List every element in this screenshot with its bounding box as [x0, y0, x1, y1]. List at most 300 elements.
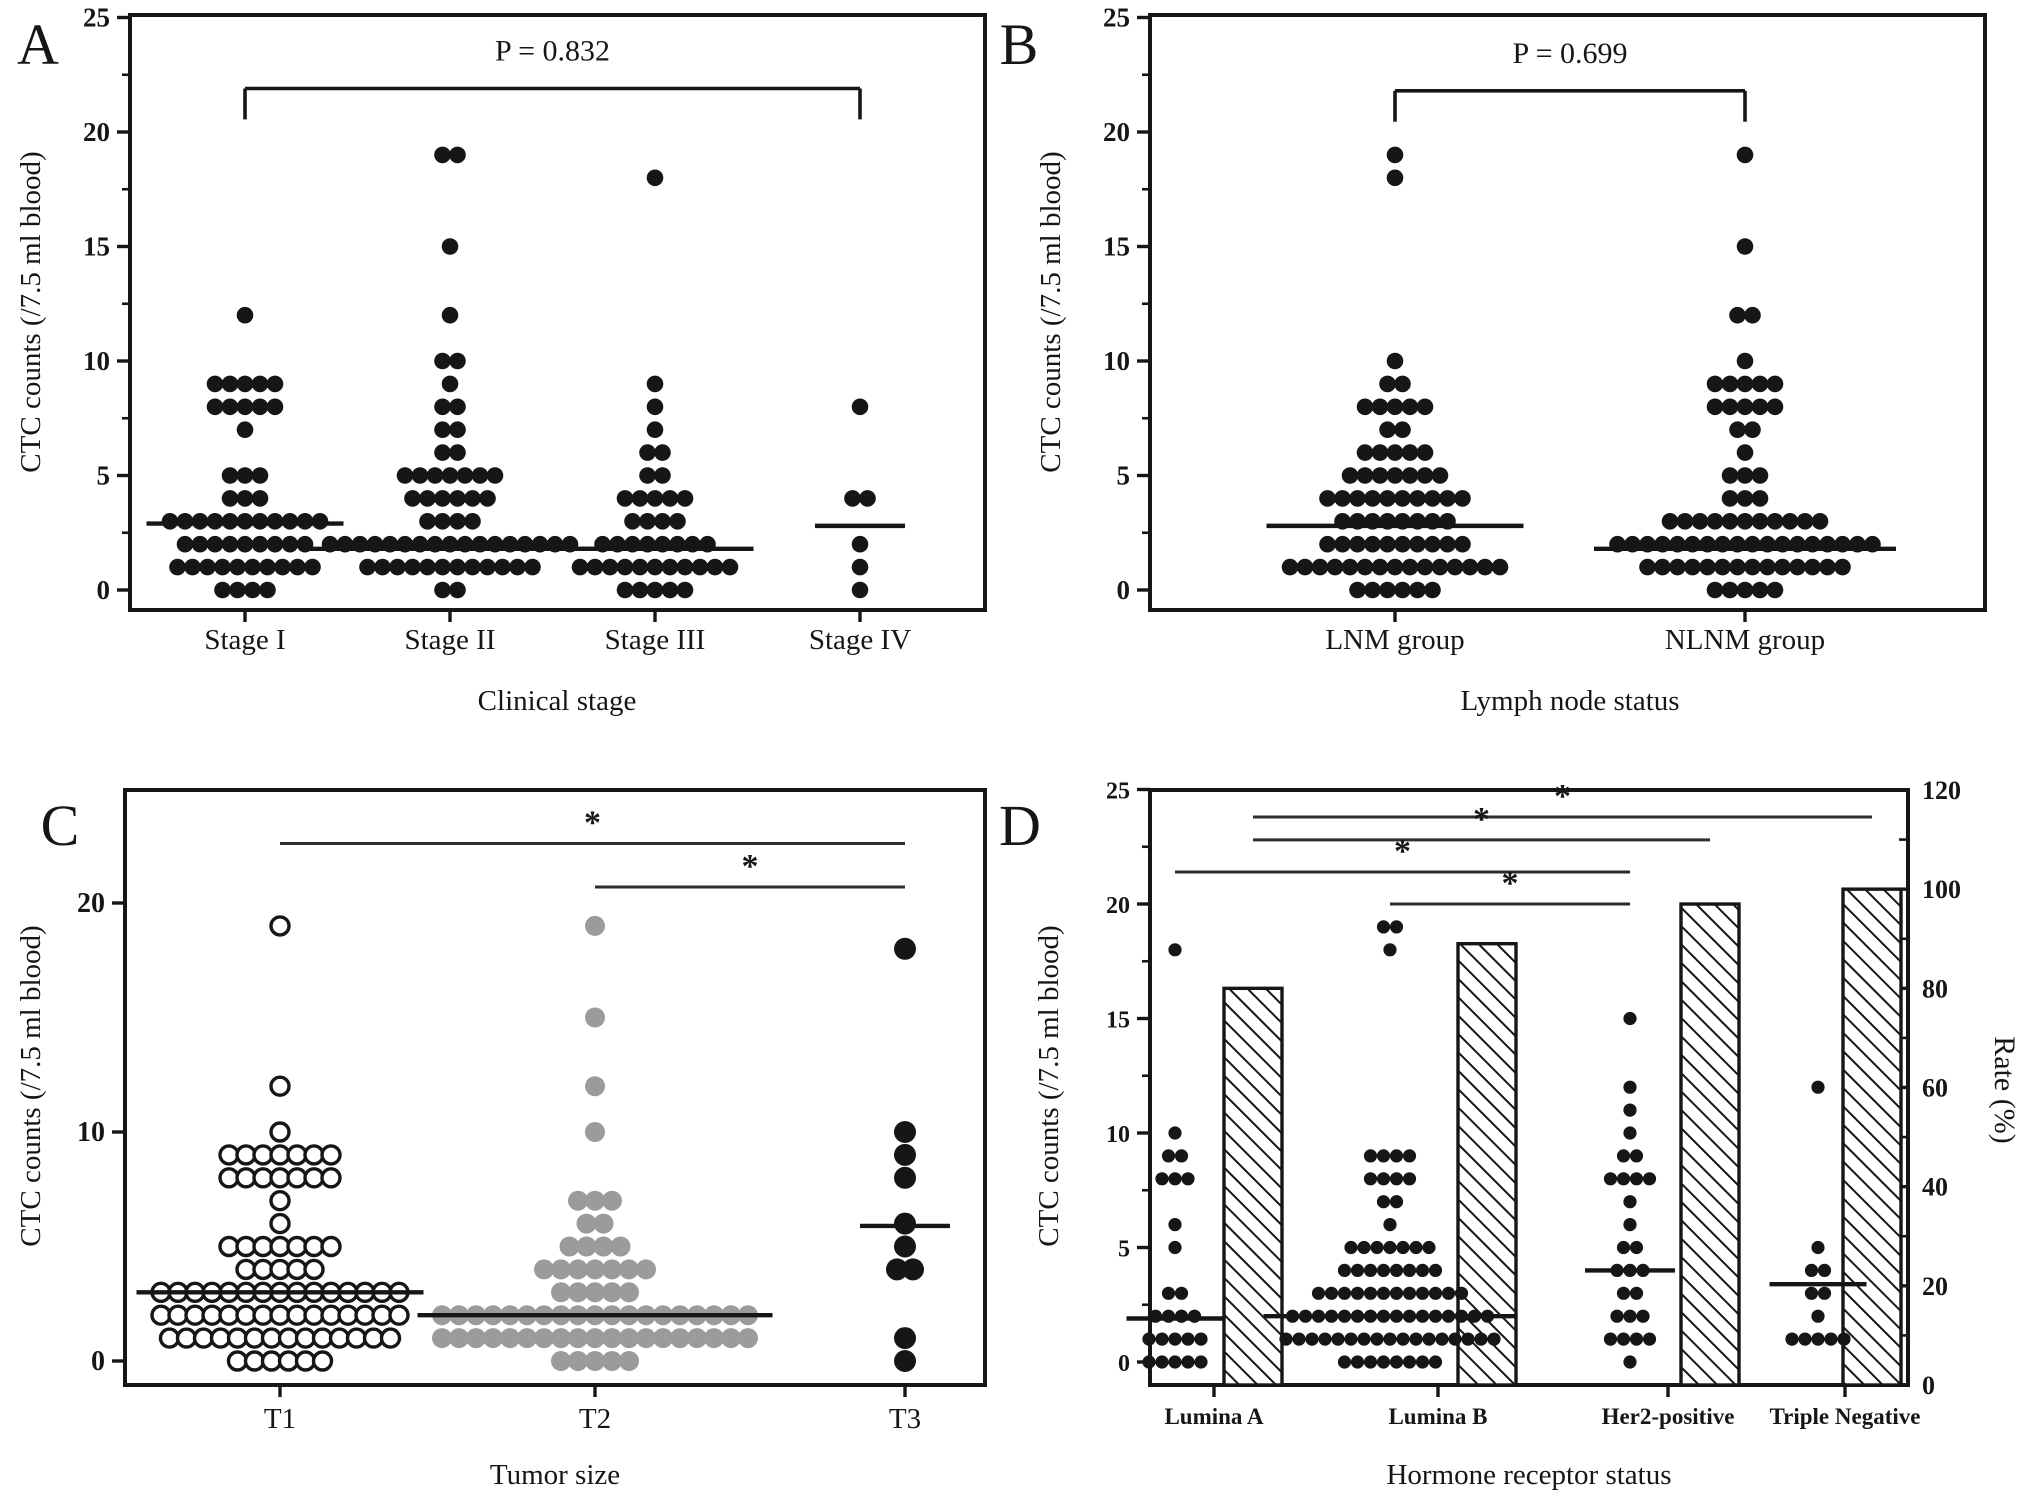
data-point: [1402, 444, 1419, 461]
data-point: [1744, 559, 1761, 576]
data-point: [1714, 559, 1731, 576]
data-point: [1447, 559, 1464, 576]
data-point: [267, 376, 284, 393]
data-point: [1752, 582, 1769, 599]
panel-letter: B: [999, 12, 1039, 77]
data-point: [434, 513, 451, 530]
data-point: [1175, 1149, 1188, 1162]
data-point: [274, 559, 291, 576]
data-point: [619, 1351, 639, 1371]
data-point: [305, 1306, 323, 1324]
data-point: [647, 170, 664, 187]
data-point: [1416, 1355, 1429, 1368]
data-point: [1630, 1241, 1643, 1254]
data-point: [442, 467, 459, 484]
data-point: [1707, 399, 1724, 416]
data-point: [1402, 399, 1419, 416]
data-point: [894, 1144, 916, 1166]
data-point: [1477, 559, 1494, 576]
data-point: [585, 1076, 605, 1096]
data-point: [1623, 1218, 1636, 1231]
data-point: [738, 1328, 758, 1348]
data-point: [1331, 1333, 1344, 1346]
data-point: [207, 536, 224, 553]
data-point: [894, 1236, 916, 1258]
data-point: [177, 513, 194, 530]
data-point: [844, 490, 861, 507]
data-point: [1162, 1310, 1175, 1323]
data-point: [585, 1008, 605, 1028]
data-point: [1429, 1287, 1442, 1300]
data-point: [305, 1238, 323, 1256]
x-axis-group-label: Lumina B: [1388, 1404, 1488, 1429]
x-axis-group-label: T2: [578, 1403, 612, 1435]
data-point: [894, 938, 916, 960]
data-point: [1752, 467, 1769, 484]
x-axis-group-label: Lumina A: [1164, 1404, 1264, 1429]
data-point: [246, 1329, 264, 1347]
data-point: [1684, 559, 1701, 576]
data-point: [1737, 147, 1754, 164]
data-point: [1722, 467, 1739, 484]
data-point: [442, 238, 459, 255]
data-point: [1424, 536, 1441, 553]
data-point: [288, 1260, 306, 1278]
data-point: [162, 513, 179, 530]
data-point: [464, 559, 481, 576]
data-point: [252, 399, 269, 416]
data-point: [1387, 147, 1404, 164]
data-point: [1319, 536, 1336, 553]
data-point: [479, 490, 496, 507]
y-axis-title: CTC counts (/7.5 ml blood): [15, 925, 47, 1247]
data-point: [271, 1077, 289, 1095]
data-point: [1610, 1310, 1623, 1323]
y-axis-tick-label: 25: [1106, 778, 1130, 805]
data-point: [373, 1306, 391, 1324]
data-point: [1797, 513, 1814, 530]
data-point: [1630, 1287, 1643, 1300]
data-point: [1662, 513, 1679, 530]
data-point: [397, 467, 414, 484]
data-point: [1818, 1264, 1831, 1277]
data-point: [434, 353, 451, 370]
data-point: [1383, 1218, 1396, 1231]
data-point: [1390, 1149, 1403, 1162]
data-point: [271, 1123, 289, 1141]
x-axis-title: Clinical stage: [477, 685, 637, 717]
data-point: [1403, 1172, 1416, 1185]
data-point: [464, 490, 481, 507]
data-point: [263, 1329, 281, 1347]
data-point: [487, 467, 504, 484]
data-point: [1759, 559, 1776, 576]
data-point: [1811, 1241, 1824, 1254]
data-point: [1804, 559, 1821, 576]
data-point: [1429, 1264, 1442, 1277]
data-point: [1181, 1172, 1194, 1185]
data-point: [1767, 513, 1784, 530]
data-point: [1351, 1355, 1364, 1368]
significance-star: *: [1554, 777, 1571, 815]
data-point: [271, 1260, 289, 1278]
data-point: [1390, 1264, 1403, 1277]
data-point: [254, 1260, 272, 1278]
y-axis-title: CTC counts (/7.5 ml blood): [1033, 925, 1065, 1247]
data-point: [587, 559, 604, 576]
data-point: [1837, 1333, 1850, 1346]
data-point: [1429, 1355, 1442, 1368]
data-point: [1805, 1264, 1818, 1277]
data-point: [356, 1306, 374, 1324]
data-point: [271, 1238, 289, 1256]
data-point: [1409, 536, 1426, 553]
data-point: [252, 490, 269, 507]
data-point: [322, 1169, 340, 1187]
data-point: [449, 353, 466, 370]
data-point: [237, 467, 254, 484]
x-axis-group-label: Stage III: [604, 624, 706, 656]
data-point: [1617, 1287, 1630, 1300]
data-point: [1188, 1310, 1201, 1323]
data-point: [304, 559, 321, 576]
data-point: [1387, 353, 1404, 370]
right-axis-tick-label: 100: [1922, 875, 1961, 905]
data-point: [1654, 559, 1671, 576]
data-point: [1357, 467, 1374, 484]
data-point: [639, 467, 656, 484]
data-point: [647, 582, 664, 599]
y-axis-tick-label: 15: [1103, 231, 1130, 262]
data-point: [374, 559, 391, 576]
data-point: [617, 582, 634, 599]
data-point: [1604, 1333, 1617, 1346]
data-point: [222, 467, 239, 484]
y-axis-tick-label: 15: [83, 231, 110, 262]
data-point: [1279, 1333, 1292, 1346]
data-point: [1623, 1310, 1636, 1323]
data-point: [677, 490, 694, 507]
data-point: [1617, 1241, 1630, 1254]
data-point: [1370, 1241, 1383, 1254]
data-point: [434, 490, 451, 507]
data-point: [632, 582, 649, 599]
data-point: [1767, 399, 1784, 416]
data-point: [1372, 444, 1389, 461]
data-point: [419, 559, 436, 576]
data-point: [434, 582, 451, 599]
data-point: [288, 1146, 306, 1164]
data-point: [1744, 307, 1761, 324]
data-point: [280, 1352, 298, 1370]
y-axis-tick-label: 10: [77, 1117, 105, 1148]
data-point: [1364, 536, 1381, 553]
data-point: [647, 399, 664, 416]
data-point: [1334, 536, 1351, 553]
data-point: [457, 467, 474, 484]
x-axis-group-label: Stage IV: [808, 624, 912, 656]
data-point: [263, 1352, 281, 1370]
data-point: [647, 490, 664, 507]
data-point: [1364, 582, 1381, 599]
data-point: [1707, 513, 1724, 530]
data-point: [524, 559, 541, 576]
data-point: [207, 513, 224, 530]
right-axis-tick-label: 20: [1922, 1271, 1948, 1301]
y-axis-tick-label: 15: [1106, 1007, 1130, 1034]
data-point: [594, 1214, 614, 1234]
data-point: [1357, 1333, 1370, 1346]
data-point: [1454, 536, 1471, 553]
data-point: [1699, 559, 1716, 576]
data-point: [1364, 1264, 1377, 1277]
data-point: [894, 1121, 916, 1143]
data-point: [1630, 1149, 1643, 1162]
data-point: [1729, 307, 1746, 324]
data-point: [1325, 1287, 1338, 1300]
y-axis-tick-label: 10: [83, 346, 110, 376]
data-point: [1155, 1172, 1168, 1185]
x-axis-group-label: T3: [888, 1403, 922, 1435]
data-point: [1319, 490, 1336, 507]
data-point: [1357, 1241, 1370, 1254]
y-axis-tick-label: 0: [1116, 575, 1130, 605]
data-point: [1812, 513, 1829, 530]
data-point: [314, 1352, 332, 1370]
data-point: [1364, 1172, 1377, 1185]
significance-star: *: [1394, 832, 1411, 870]
right-axis-tick-label: 40: [1922, 1172, 1948, 1202]
data-point: [1639, 559, 1656, 576]
data-point: [1387, 399, 1404, 416]
p-value-label: P = 0.832: [495, 34, 610, 68]
y-axis-tick-label: 5: [1118, 1236, 1130, 1263]
data-point: [449, 490, 466, 507]
data-point: [434, 444, 451, 461]
data-point: [1403, 1287, 1416, 1300]
data-point: [639, 444, 656, 461]
data-point: [1194, 1355, 1207, 1368]
data-point: [331, 1329, 349, 1347]
data-point: [647, 421, 664, 438]
data-point: [1630, 1333, 1643, 1346]
data-point: [1394, 490, 1411, 507]
data-point: [1454, 490, 1471, 507]
x-axis-group-label: LNM group: [1325, 624, 1465, 656]
x-axis-group-label: Her2-positive: [1601, 1404, 1735, 1429]
y-axis-tick-label: 0: [91, 1346, 105, 1377]
data-point: [1737, 238, 1754, 255]
data-point: [449, 421, 466, 438]
data-point: [894, 1350, 916, 1372]
data-point: [237, 536, 254, 553]
data-point: [314, 1329, 332, 1347]
data-point: [1142, 1355, 1155, 1368]
data-point: [390, 1306, 408, 1324]
data-point: [1409, 582, 1426, 599]
data-point: [1409, 490, 1426, 507]
data-point: [271, 917, 289, 935]
data-point: [1377, 920, 1390, 933]
rate-bar: [1224, 988, 1282, 1385]
data-point: [902, 1258, 924, 1280]
panel-letter: D: [999, 793, 1041, 858]
data-point: [1357, 559, 1374, 576]
data-point: [602, 559, 619, 576]
data-point: [1623, 1195, 1636, 1208]
data-point: [1149, 1310, 1162, 1323]
data-point: [1722, 490, 1739, 507]
data-point: [1416, 1287, 1429, 1300]
data-point: [1168, 1126, 1181, 1139]
data-point: [1785, 1333, 1798, 1346]
data-point: [288, 1169, 306, 1187]
data-point: [1379, 490, 1396, 507]
data-point: [237, 307, 254, 324]
p-value-label: P = 0.699: [1512, 36, 1628, 70]
data-point: [1155, 1333, 1168, 1346]
data-point: [427, 467, 444, 484]
data-point: [1194, 1333, 1207, 1346]
data-point: [1767, 582, 1784, 599]
data-point: [1349, 536, 1366, 553]
data-point: [479, 559, 496, 576]
data-point: [1394, 421, 1411, 438]
data-point: [1377, 1355, 1390, 1368]
data-point: [1722, 582, 1739, 599]
data-point: [1623, 1012, 1636, 1025]
data-point: [192, 513, 209, 530]
data-point: [339, 1306, 357, 1324]
data-point: [1737, 376, 1754, 393]
data-point: [1442, 1287, 1455, 1300]
data-point: [647, 376, 664, 393]
data-point: [449, 559, 466, 576]
data-point: [1351, 1287, 1364, 1300]
data-point: [662, 490, 679, 507]
data-point: [1175, 1310, 1188, 1323]
data-point: [434, 559, 451, 576]
right-axis-tick-label: 120: [1922, 776, 1961, 805]
data-point: [348, 1329, 366, 1347]
data-point: [1387, 170, 1404, 187]
panel-d-hormone-receptor-status: [999, 776, 2021, 1491]
data-point: [1282, 559, 1299, 576]
data-point: [199, 559, 216, 576]
data-point: [1168, 1333, 1181, 1346]
data-point: [1338, 1355, 1351, 1368]
data-point: [1439, 536, 1456, 553]
data-point: [1377, 1287, 1390, 1300]
data-point: [1312, 1287, 1325, 1300]
data-point: [1789, 559, 1806, 576]
data-point: [662, 559, 679, 576]
data-point: [305, 1169, 323, 1187]
data-point: [254, 1146, 272, 1164]
data-point: [412, 467, 429, 484]
data-point: [1162, 1287, 1175, 1300]
data-point: [1824, 1333, 1837, 1346]
data-point: [669, 513, 686, 530]
data-point: [1737, 444, 1754, 461]
significance-star: *: [1473, 800, 1490, 838]
data-point: [280, 1329, 298, 1347]
data-point: [1604, 1172, 1617, 1185]
data-point: [1636, 1310, 1649, 1323]
data-point: [1162, 1149, 1175, 1162]
data-point: [1327, 559, 1344, 576]
data-point: [1722, 399, 1739, 416]
data-point: [1461, 1333, 1474, 1346]
right-axis-tick-label: 0: [1922, 1371, 1935, 1400]
data-point: [1370, 1333, 1383, 1346]
data-point: [271, 1215, 289, 1233]
data-point: [1737, 513, 1754, 530]
data-point: [1344, 1333, 1357, 1346]
data-point: [1379, 376, 1396, 393]
data-point: [1422, 1333, 1435, 1346]
rate-bar: [1681, 904, 1739, 1385]
data-point: [1744, 421, 1761, 438]
data-point: [404, 559, 421, 576]
right-axis-tick-label: 60: [1922, 1073, 1948, 1103]
data-point: [222, 536, 239, 553]
data-point: [1377, 1195, 1390, 1208]
data-point: [222, 513, 239, 530]
y-axis-tick-label: 10: [1106, 1122, 1130, 1148]
y-axis-tick-label: 0: [1118, 1351, 1130, 1377]
data-point: [1417, 399, 1434, 416]
data-point: [1492, 559, 1509, 576]
y-axis-tick-label: 20: [77, 888, 105, 919]
data-point: [222, 376, 239, 393]
data-point: [1448, 1333, 1461, 1346]
y-axis-tick-label: 0: [96, 575, 110, 605]
data-point: [636, 1259, 656, 1279]
data-point: [1394, 536, 1411, 553]
y-axis-tick-label: 25: [1103, 2, 1130, 33]
data-point: [1692, 513, 1709, 530]
data-point: [1297, 559, 1314, 576]
significance-star: *: [584, 804, 601, 842]
data-point: [1819, 559, 1836, 576]
y-axis-tick-label: 20: [1106, 893, 1130, 919]
data-point: [1168, 1218, 1181, 1231]
x-axis-group-label: Triple Negative: [1769, 1404, 1921, 1429]
data-point: [1811, 1081, 1824, 1094]
data-point: [464, 513, 481, 530]
data-point: [1403, 1264, 1416, 1277]
data-point: [1474, 1333, 1487, 1346]
data-point: [1729, 559, 1746, 576]
data-point: [282, 513, 299, 530]
y-axis-tick-label: 5: [1116, 460, 1130, 491]
data-point: [852, 582, 869, 599]
data-point: [229, 559, 246, 576]
data-point: [442, 376, 459, 393]
data-point: [1737, 490, 1754, 507]
y-axis-tick-label: 20: [1103, 117, 1130, 147]
data-point: [1752, 399, 1769, 416]
data-point: [1357, 399, 1374, 416]
y-axis-tick-label: 20: [83, 117, 110, 147]
data-point: [894, 1167, 916, 1189]
data-point: [617, 559, 634, 576]
data-point: [254, 1238, 272, 1256]
data-point: [1409, 1333, 1422, 1346]
data-point: [1432, 467, 1449, 484]
right-axis-tick-label: 80: [1922, 974, 1948, 1004]
